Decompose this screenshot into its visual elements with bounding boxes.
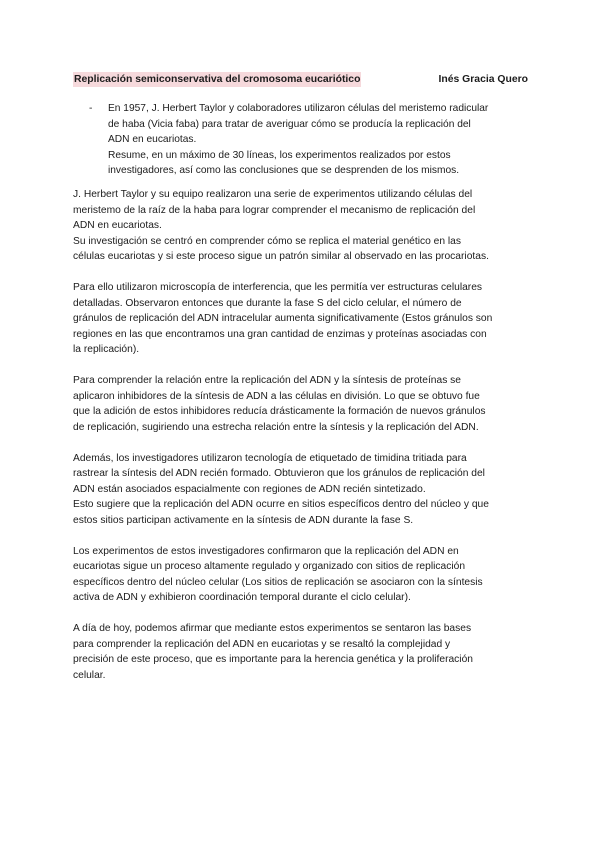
text-line: eucariotas sigue un proceso altamente regulado y organizado con sitios de replicación: [73, 561, 466, 572]
prompt-line: investigadores, así como las conclusiones que se desprenden de los mismos.: [108, 165, 460, 176]
paragraph-intro: [73, 187, 533, 265]
text-line: detalladas. Observaron entonces que durante la fase S del ciclo celular, el número de: [73, 297, 462, 309]
document-header: [73, 72, 528, 88]
text-line: específicos dentro del núcleo celular (Los sitios de replicación se asociaron con la síntesis: [73, 576, 483, 588]
text-line: gránulos de replicación del ADN intracelular aumenta significativamente (Estos gránulos son: [73, 313, 493, 324]
text-line: ADN están asociados espacialmente con regiones de ADN recién sintetizado.: [73, 483, 426, 495]
text-line: estos sitios participan activamente en la síntesis de ADN durante la fase S.: [73, 514, 414, 526]
text-line: A día de hoy, podemos afirmar que mediante estos experimentos se sentaron las bases: [73, 623, 472, 634]
text-line: activa de ADN y exhibieron coordinación temporal durante el ciclo celular).: [73, 592, 411, 603]
prompt-line: ADN en eucariotas.: [108, 134, 197, 145]
assignment-prompt-text: [108, 101, 518, 179]
paragraph-conclusion: [73, 621, 533, 683]
paragraph-results: [73, 544, 533, 606]
text-line: ADN en eucariotas.: [73, 220, 162, 231]
prompt-line: En 1957, J. Herbert Taylor y colaboradores utilizaron células del meristemo radicular: [108, 103, 489, 114]
text-line: Para comprender la relación entre la replicación del ADN y la síntesis de proteínas se: [73, 375, 461, 386]
document-body: [73, 187, 533, 699]
prompt-line: de haba (Vicia faba) para tratar de averiguar cómo se producía la replicación del: [108, 118, 471, 130]
author-name: Inés Gracia Quero: [438, 74, 528, 85]
text-line: precisión de este proceso, que es importante para la herencia genética y la proliferación: [73, 654, 473, 665]
text-line: que la adición de estos inhibidores reducía drásticamente la formación de nuevos gránulos: [73, 406, 486, 417]
text-line: Esto sugiere que la replicación del ADN ocurre en sitios específicos dentro del núcleo y que: [73, 499, 489, 510]
text-line: celular.: [73, 669, 106, 681]
text-line: J. Herbert Taylor y su equipo realizaron una serie de experimentos utilizando células del: [73, 189, 473, 200]
text-line: Además, los investigadores utilizaron tecnología de etiquetado de timidina tritiada para: [73, 452, 467, 464]
text-line: células eucariotas y si este proceso sigue un patrón similar al observado en las procariotas.: [73, 251, 489, 262]
document-title: Replicación semiconservativa del cromosoma eucariótico: [74, 74, 361, 85]
paragraph-thymidine: [73, 451, 533, 529]
paragraph-microscopy: [73, 280, 533, 358]
bullet-dash: -: [89, 103, 93, 114]
text-line: para comprender la replicación del ADN en eucariotas y se resaltó la complejidad y: [73, 638, 451, 650]
text-line: Su investigación se centró en comprender cómo se replica el material genético en las: [73, 235, 461, 247]
text-line: rastrear la síntesis del ADN recién formado. Obtuvieron que los gránulos de replicación del: [73, 468, 485, 479]
text-line: Los experimentos de estos investigadores confirmaron que la replicación del ADN en: [73, 545, 459, 557]
text-line: de replicación, sugiriendo una estrecha relación entre la síntesis y la replicación del ADN.: [73, 421, 479, 433]
text-line: regiones en las que encontramos una gran cantidad de enzimas y proteínas asociadas con: [73, 328, 487, 340]
text-line: aplicaron inhibidores de la síntesis de ADN a las células en división. Lo que se obtuvo fue: [73, 390, 480, 402]
text-line: la replicación).: [73, 344, 140, 355]
text-line: Para ello utilizaron microscopía de interferencia, que les permitía ver estructuras celulares: [73, 282, 483, 293]
text-line: meristemo de la raíz de la haba para lograr comprender el mecanismo de replicación del: [73, 204, 476, 216]
prompt-line: Resume, en un máximo de 30 líneas, los experimentos realizados por estos: [108, 149, 451, 161]
paragraph-inhibitors: [73, 373, 533, 435]
